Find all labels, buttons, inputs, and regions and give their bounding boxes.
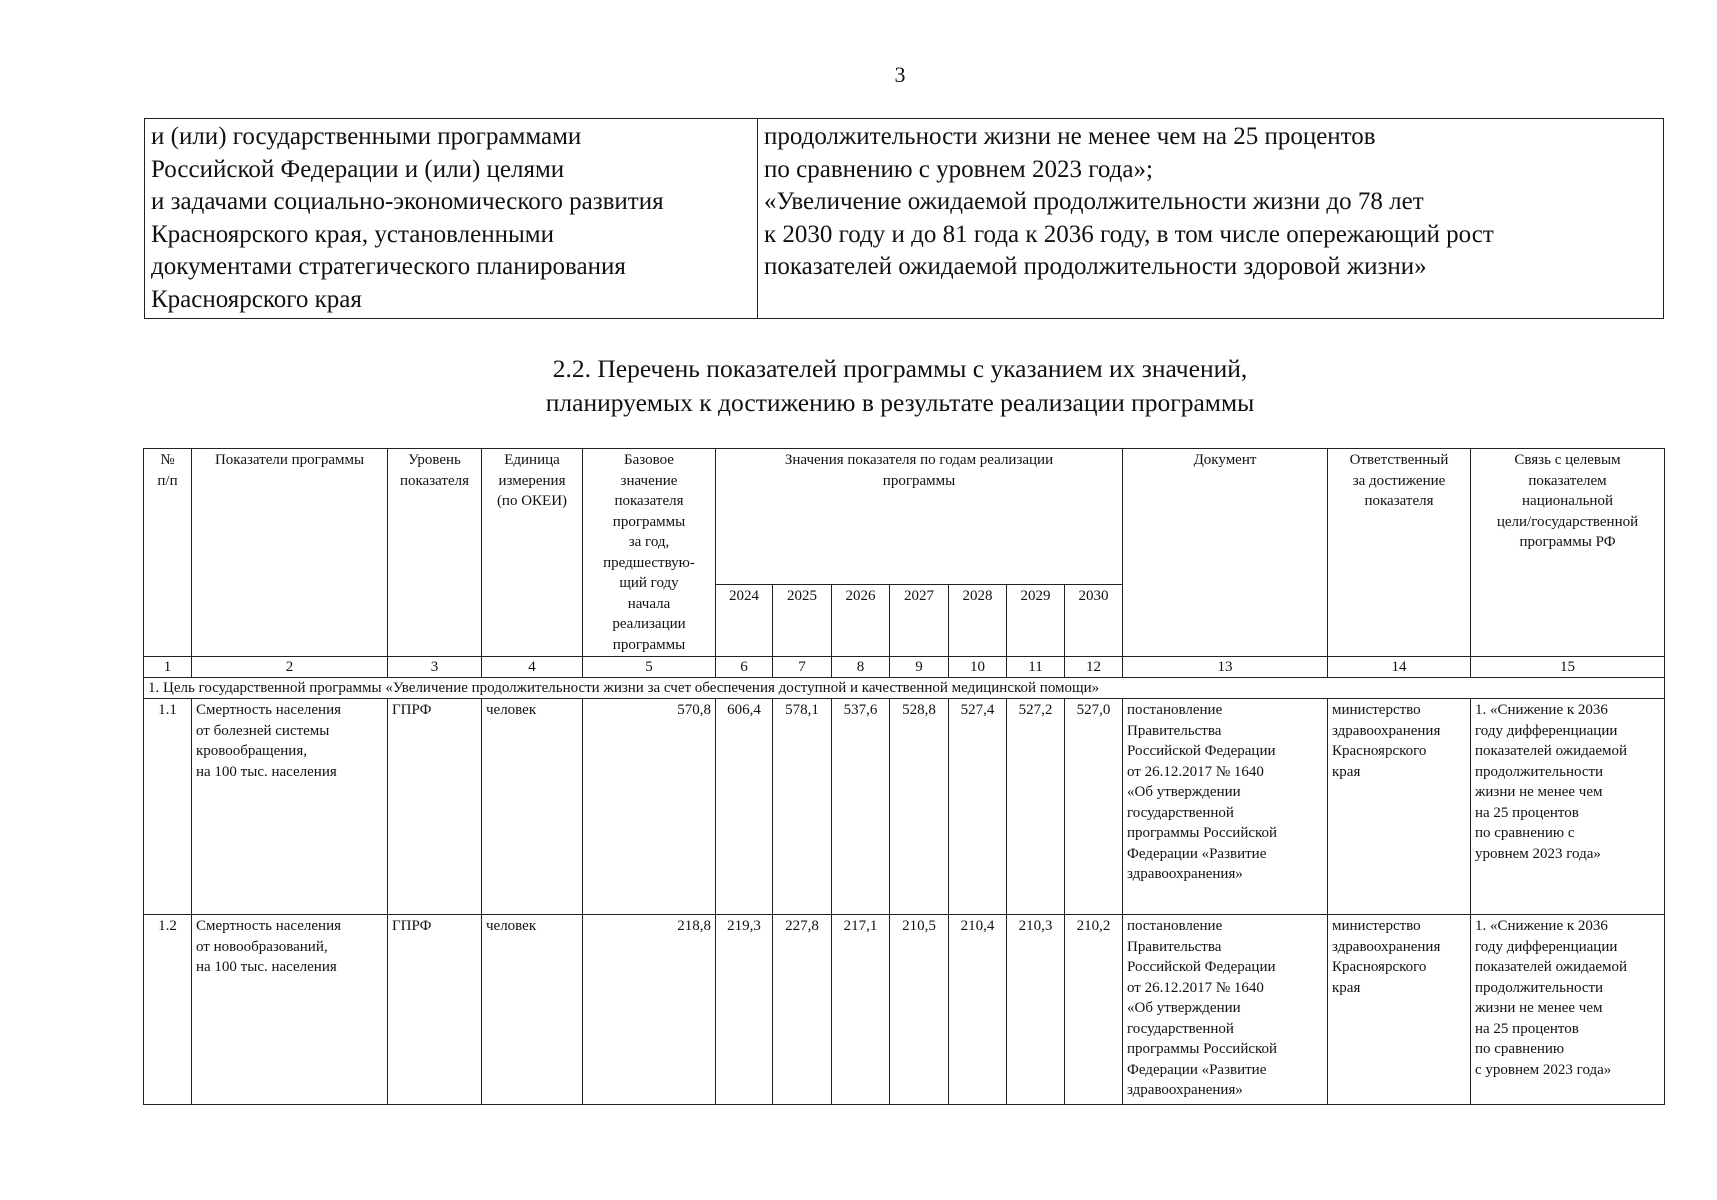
- cell-line: с уровнем 2023 года»: [1475, 1061, 1612, 1078]
- column-number: 3: [388, 657, 482, 678]
- row-indicator: [192, 915, 388, 1105]
- table-row: [144, 915, 1665, 1105]
- cell-line: Правительства: [1127, 938, 1222, 955]
- goal-cell: 1. Цель государственной программы «Увеличение продолжительности жизни за счет обеспечения доступной и качественной медицинской помощи»: [144, 678, 1665, 699]
- row-link: [1471, 915, 1665, 1105]
- cell-line: Российской Федерации: [1127, 743, 1276, 759]
- text-line: по сравнению с уровнем 2023 года»;: [764, 155, 1153, 183]
- top-table: [144, 118, 1664, 319]
- column-number: 11: [1007, 657, 1065, 678]
- cell-line: «Об утверждении: [1127, 1000, 1241, 1016]
- goal-row: [144, 678, 1665, 699]
- cell-line: году дифференциации: [1475, 938, 1618, 955]
- cell-line: постановление: [1127, 702, 1223, 718]
- header-line: показателя: [1364, 493, 1434, 509]
- header-line: программы: [612, 636, 686, 653]
- cell-line: программы Российской: [1127, 825, 1278, 841]
- header-year: 2026: [832, 584, 890, 656]
- column-number: 14: [1328, 657, 1471, 678]
- text-line: продолжительности жизни не менее чем на 25 процентов: [764, 123, 1376, 150]
- header-line: значение: [620, 472, 678, 489]
- cell-line: Российской Федерации: [1127, 959, 1276, 975]
- header-line: программы: [882, 472, 956, 489]
- cell-line: Федерации «Развитие: [1127, 845, 1267, 862]
- header-line: Единица: [504, 452, 560, 468]
- header-line: (по ОКЕИ): [496, 493, 568, 509]
- cell-line: Смертность населения: [196, 918, 341, 934]
- header-unit: [482, 449, 583, 657]
- cell-line: министерство: [1332, 918, 1421, 934]
- cell-line: показателей ожидаемой: [1475, 959, 1628, 975]
- cell-line: здравоохранения: [1332, 722, 1441, 739]
- column-number: 12: [1065, 657, 1123, 678]
- row-num: 1.1: [144, 699, 192, 915]
- cell-line: государственной: [1127, 1020, 1234, 1037]
- column-number: 13: [1123, 657, 1328, 678]
- cell-line: кровообращения,: [196, 743, 307, 759]
- header-values-group: [716, 449, 1123, 585]
- page-number: 3: [894, 62, 906, 87]
- row-value: 210,5: [890, 915, 949, 1105]
- cell-line: от 26.12.2017 № 1640: [1127, 979, 1264, 996]
- cell-line: по сравнению: [1475, 1041, 1565, 1057]
- row-value: 527,2: [1007, 699, 1065, 915]
- header-year: 2028: [949, 584, 1007, 656]
- row-num: 1.2: [144, 915, 192, 1105]
- row-value: 537,6: [832, 699, 890, 915]
- cell-line: «Об утверждении: [1127, 784, 1241, 800]
- top-table-right-cell: [758, 119, 1664, 319]
- cell-line: продолжительности: [1475, 763, 1604, 780]
- cell-line: здравоохранения»: [1127, 1082, 1243, 1098]
- cell-line: 1. «Снижение к 2036: [1475, 702, 1608, 718]
- cell-line: 1. «Снижение к 2036: [1475, 918, 1608, 934]
- cell-line: государственной: [1127, 804, 1234, 821]
- header-num: [144, 449, 192, 657]
- column-number: 9: [890, 657, 949, 678]
- column-number: 4: [482, 657, 583, 678]
- text-line: «Увеличение ожидаемой продолжительности жизни до 78 лет: [764, 188, 1424, 215]
- row-base: 218,8: [583, 915, 716, 1105]
- cell-line: показателей ожидаемой: [1475, 743, 1628, 759]
- row-responsible: [1328, 699, 1471, 915]
- row-base: 570,8: [583, 699, 716, 915]
- cell-line: на 25 процентов: [1475, 1020, 1579, 1037]
- header-line: за год,: [628, 534, 670, 550]
- cell-line: Смертность населения: [196, 702, 341, 718]
- column-number: 6: [716, 657, 773, 678]
- column-number: 7: [773, 657, 832, 678]
- text-line: документами стратегического планирования: [151, 253, 626, 280]
- row-value: 527,4: [949, 699, 1007, 915]
- row-indicator: [192, 699, 388, 915]
- header-level: [388, 449, 482, 657]
- cell-line: от болезней системы: [196, 722, 330, 739]
- text-line: Российской Федерации и (или) целями: [151, 155, 565, 183]
- header-line: Связь с целевым: [1514, 452, 1621, 468]
- cell-line: на 100 тыс. населения: [196, 959, 337, 975]
- row-value: 606,4: [716, 699, 773, 915]
- table-row: [144, 699, 1665, 915]
- cell-line: Красноярского: [1332, 743, 1427, 759]
- text-line: Красноярского края, установленными: [151, 220, 554, 248]
- header-line: начала: [627, 595, 671, 612]
- cell-line: края: [1332, 979, 1361, 996]
- cell-line: Правительства: [1127, 722, 1222, 739]
- header-document: [1123, 449, 1328, 657]
- text-line: и задачами социально-экономического развития: [151, 188, 664, 215]
- column-numbers-row: [144, 657, 1665, 678]
- cell-line: на 100 тыс. населения: [196, 763, 337, 780]
- header-year: 2029: [1007, 584, 1065, 656]
- header-line: щий году: [619, 575, 679, 591]
- row-value: 227,8: [773, 915, 832, 1105]
- header-line: показателя: [614, 493, 684, 509]
- header-year: 2025: [773, 584, 832, 656]
- column-number: 5: [583, 657, 716, 678]
- row-level: ГПРФ: [388, 699, 482, 915]
- cell-line: программы Российской: [1127, 1041, 1278, 1057]
- cell-line: здравоохранения: [1332, 938, 1441, 955]
- header-line: национальной: [1522, 493, 1613, 509]
- header-line: показателем: [1528, 472, 1607, 489]
- header-line: за достижение: [1352, 472, 1446, 489]
- row-value: 528,8: [890, 699, 949, 915]
- text-line: Красноярского края: [151, 285, 362, 313]
- section-title-line: планируемых к достижению в результате реализации программы: [545, 388, 1255, 417]
- row-value: 210,4: [949, 915, 1007, 1105]
- header-row: [144, 449, 1665, 585]
- text-line: показателей ожидаемой продолжительности здоровой жизни»: [764, 253, 1427, 280]
- header-line: №: [160, 452, 175, 468]
- header-line: Показатели программы: [214, 452, 365, 468]
- cell-line: министерство: [1332, 702, 1421, 718]
- cell-line: уровнем 2023 года»: [1475, 845, 1601, 862]
- header-line: реализации: [612, 616, 686, 632]
- row-value: 210,2: [1065, 915, 1123, 1105]
- cell-line: Федерации «Развитие: [1127, 1061, 1267, 1078]
- column-number: 2: [192, 657, 388, 678]
- cell-line: здравоохранения»: [1127, 866, 1243, 882]
- indicators-table: [143, 448, 1665, 1105]
- column-number: 1: [144, 657, 192, 678]
- header-responsible: [1328, 449, 1471, 657]
- row-unit: человек: [482, 915, 583, 1105]
- text-line: и (или) государственными программами: [151, 123, 582, 150]
- row-level: ГПРФ: [388, 915, 482, 1105]
- column-number: 15: [1471, 657, 1665, 678]
- top-table-left-cell: [145, 119, 758, 319]
- header-indicator: [192, 449, 388, 657]
- row-responsible: [1328, 915, 1471, 1105]
- header-link: [1471, 449, 1665, 657]
- header-line: Уровень: [408, 452, 461, 468]
- cell-line: на 25 процентов: [1475, 804, 1579, 821]
- header-line: измерения: [498, 472, 566, 489]
- section-title: [460, 352, 1340, 420]
- header-line: предшествую-: [603, 554, 695, 571]
- section-title-line: 2.2. Перечень показателей программы с указанием их значений,: [552, 354, 1248, 383]
- row-unit: человек: [482, 699, 583, 915]
- row-value: 578,1: [773, 699, 832, 915]
- header-line: п/п: [157, 472, 178, 489]
- cell-line: продолжительности: [1475, 979, 1604, 996]
- header-line: показателя: [399, 472, 470, 489]
- cell-line: году дифференциации: [1475, 722, 1618, 739]
- cell-line: постановление: [1127, 918, 1223, 934]
- row-value: 217,1: [832, 915, 890, 1105]
- header-year: 2024: [716, 584, 773, 656]
- column-number: 10: [949, 657, 1007, 678]
- row-value: 527,0: [1065, 699, 1123, 915]
- row-document: [1123, 699, 1328, 915]
- cell-line: жизни не менее чем: [1475, 1000, 1603, 1016]
- header-line: Базовое: [624, 452, 674, 468]
- top-table-row: [145, 119, 1664, 319]
- column-number: 8: [832, 657, 890, 678]
- header-line: программы РФ: [1519, 534, 1616, 550]
- cell-line: края: [1332, 763, 1361, 780]
- cell-line: Красноярского: [1332, 959, 1427, 975]
- header-year: 2027: [890, 584, 949, 656]
- cell-line: от 26.12.2017 № 1640: [1127, 763, 1264, 780]
- header-line: Документ: [1193, 452, 1257, 468]
- header-line: Значения показателя по годам реализации: [784, 452, 1054, 468]
- cell-line: жизни не менее чем: [1475, 784, 1603, 800]
- cell-line: от новообразований,: [196, 938, 328, 955]
- header-line: программы: [612, 513, 686, 530]
- row-document: [1123, 915, 1328, 1105]
- row-link: [1471, 699, 1665, 915]
- header-base: [583, 449, 716, 657]
- header-line: цели/государственной: [1496, 513, 1639, 530]
- row-value: 219,3: [716, 915, 773, 1105]
- text-line: к 2030 году и до 81 года к 2036 году, в том числе опережающий рост: [764, 220, 1494, 248]
- header-line: Ответственный: [1349, 452, 1449, 468]
- row-value: 210,3: [1007, 915, 1065, 1105]
- header-year: 2030: [1065, 584, 1123, 656]
- cell-line: по сравнению с: [1475, 825, 1575, 841]
